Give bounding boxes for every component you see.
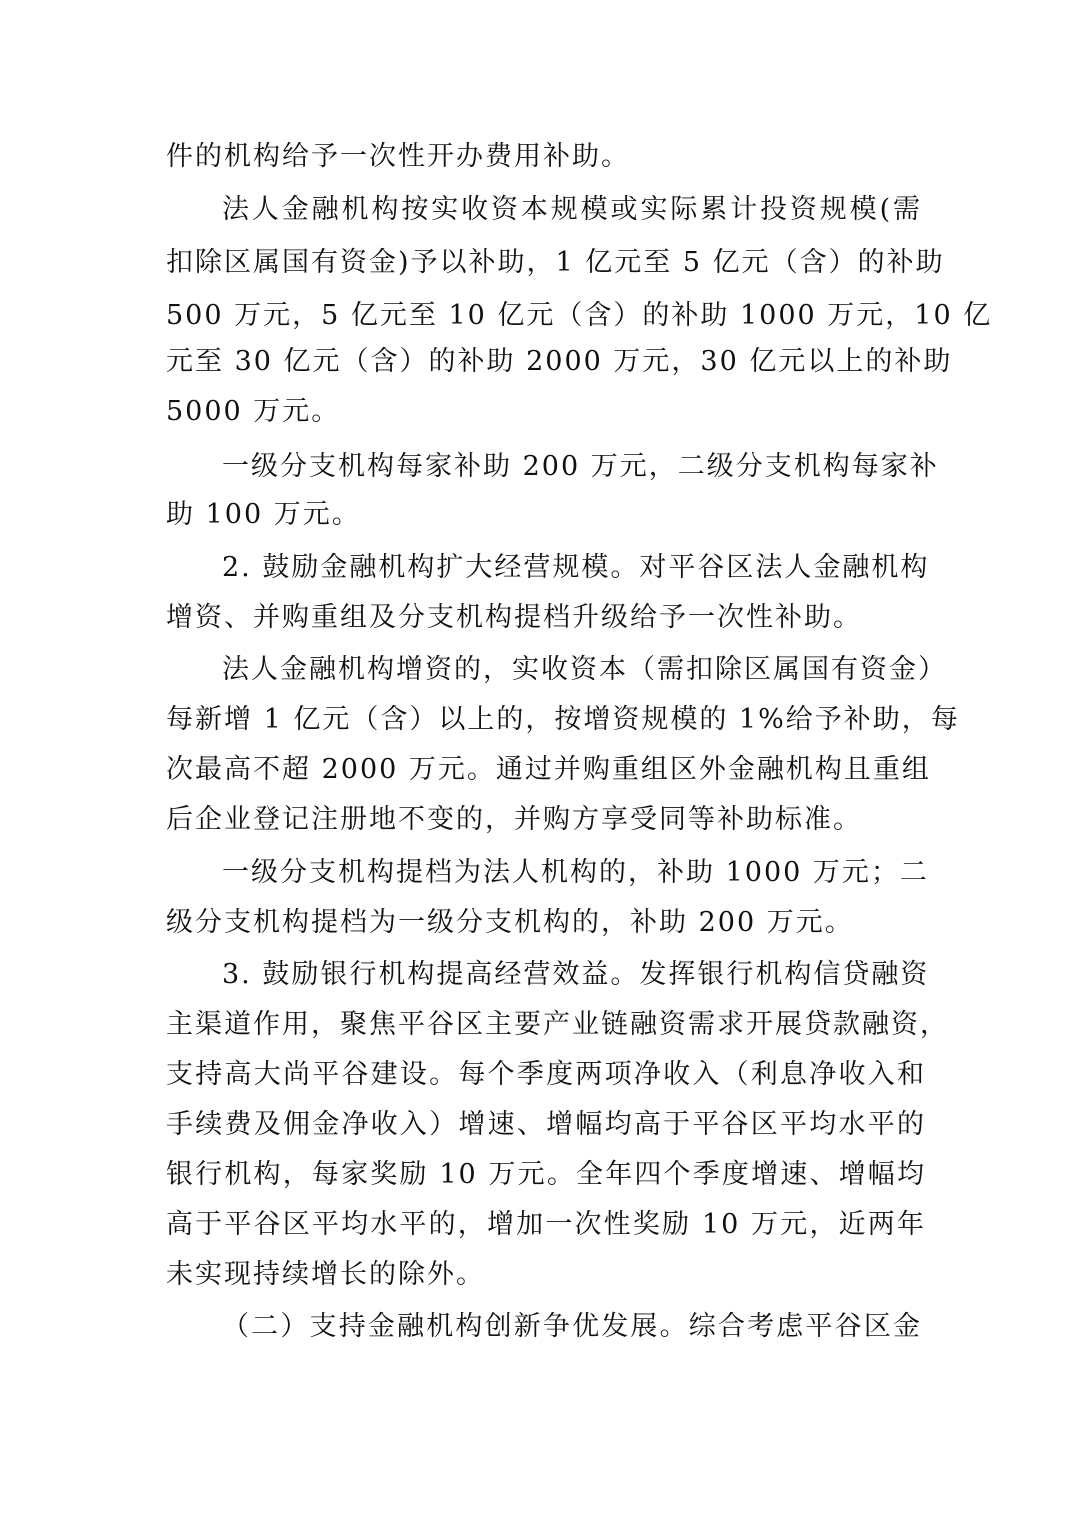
text-line: 高于平谷区平均水平的，增加一次性奖励 10 万元，近两年: [166, 1209, 926, 1240]
text-line: （二）支持金融机构创新争优发展。综合考虑平谷区金: [222, 1311, 922, 1342]
text-line: 500 万元，5 亿元至 10 亿元（含）的补助 1000 万元，10 亿: [166, 300, 993, 331]
text-line: 每新增 1 亿元（含）以上的，按增资规模的 1%给予补助，每: [166, 704, 960, 735]
text-line: 2. 鼓励金融机构扩大经营规模。对平谷区法人金融机构: [222, 552, 930, 583]
text-line: 银行机构，每家奖励 10 万元。全年四个季度增速、增幅均: [166, 1159, 926, 1190]
text-line: 增资、并购重组及分支机构提档升级给予一次性补助。: [166, 602, 862, 633]
text-line: 一级分支机构提档为法人机构的，补助 1000 万元；二: [222, 857, 929, 888]
text-line: 一级分支机构每家补助 200 万元，二级分支机构每家补: [222, 451, 939, 482]
text-line: 主渠道作用，聚焦平谷区主要产业链融资需求开展贷款融资，: [166, 1009, 949, 1040]
text-line: 3. 鼓励银行机构提高经营效益。发挥银行机构信贷融资: [222, 959, 930, 990]
text-line: 扣除区属国有资金)予以补助，1 亿元至 5 亿元（含）的补助: [166, 247, 945, 278]
text-line: 助 100 万元。: [166, 499, 361, 530]
text-line: 法人金融机构增资的，实收资本（需扣除区属国有资金）: [222, 654, 947, 685]
text-line: 法人金融机构按实收资本规模或实际累计投资规模(需: [222, 194, 922, 225]
text-line: 手续费及佣金净收入）增速、增幅均高于平谷区平均水平的: [166, 1109, 926, 1140]
text-line: 次最高不超 2000 万元。通过并购重组区外金融机构且重组: [166, 754, 931, 785]
text-line: 级分支机构提档为一级分支机构的，补助 200 万元。: [166, 907, 854, 938]
text-line: 5000 万元。: [166, 396, 341, 427]
text-line: 件的机构给予一次性开办费用补助。: [166, 141, 630, 172]
text-line: 后企业登记注册地不变的，并购方享受同等补助标准。: [166, 804, 862, 835]
text-line: 元至 30 亿元（含）的补助 2000 万元，30 亿元以上的补助: [166, 346, 953, 377]
text-line: 未实现持续增长的除外。: [166, 1259, 485, 1290]
text-line: 支持高大尚平谷建设。每个季度两项净收入（利息净收入和: [166, 1059, 926, 1090]
